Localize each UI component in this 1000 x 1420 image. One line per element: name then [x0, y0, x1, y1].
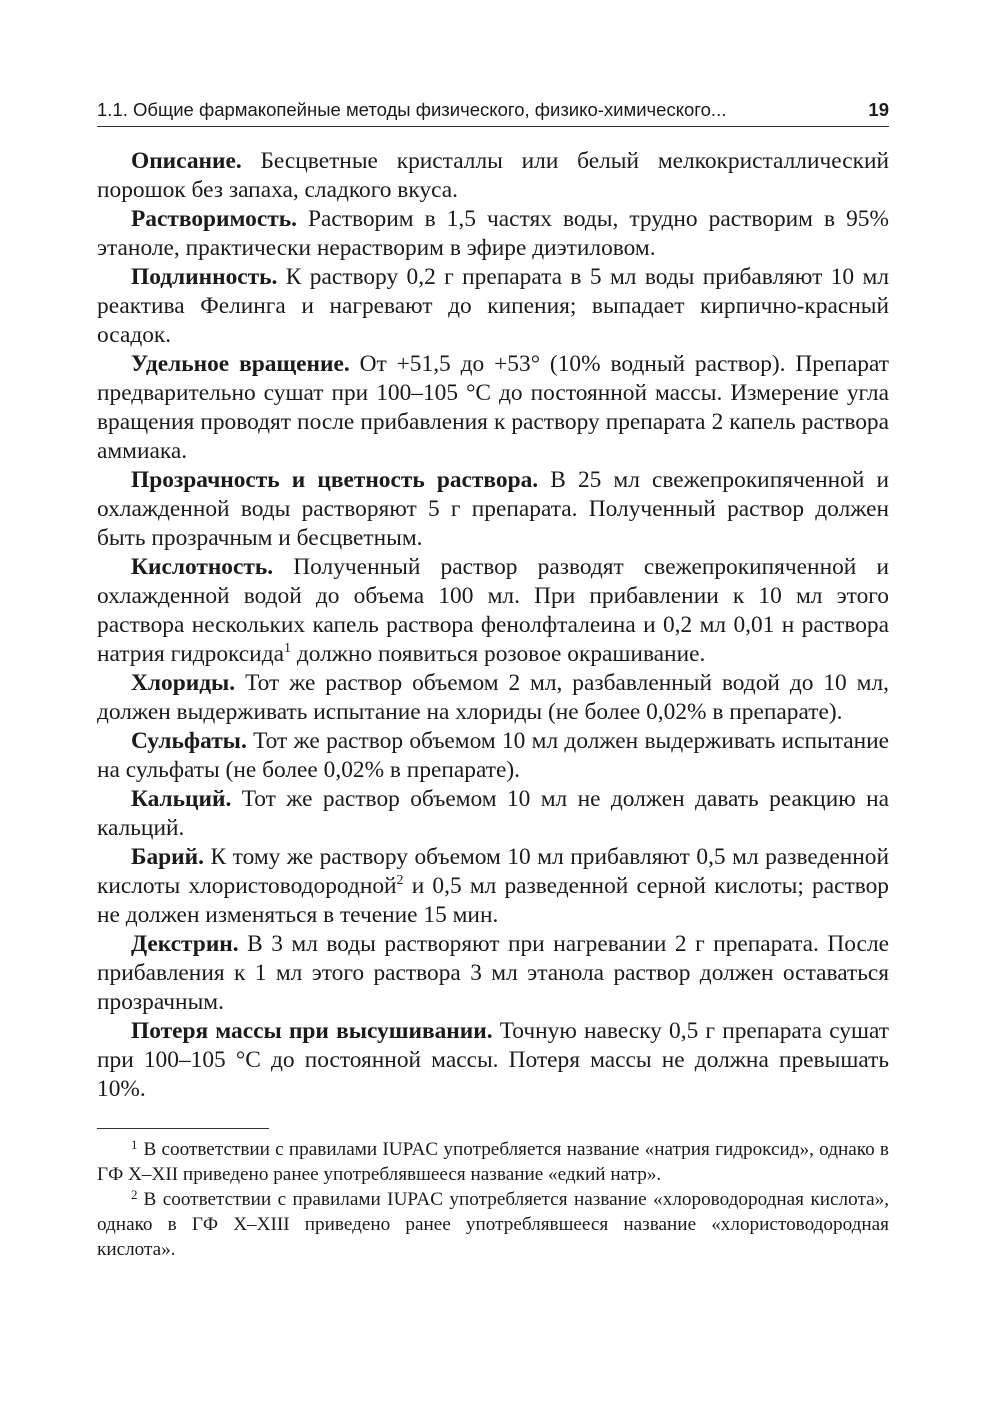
section-text: В 3 мл воды растворяют при нагревании 2 г препарата. После прибавления к 1 мл этого раствора 3 мл этанола раствор должен оставаться прозрачным.: [97, 931, 889, 1015]
section-text: В 25 мл свежепрокипяченной и охлажденной воды растворяют 5 г препарата. Полученный раствор должен быть прозрачным и бесцветным.: [97, 467, 889, 551]
footnote-text: В соответствии с правилами IUPAC употребляется название «натрия гидроксид», однако в ГФ X–XII приведено ранее употреблявшееся название «едкий натр».: [97, 1139, 889, 1185]
section-identification: [97, 263, 889, 350]
section-description: [97, 147, 889, 205]
footnote-ref-2[interactable]: 2: [396, 873, 404, 888]
footnotes: [97, 1137, 889, 1262]
section-solubility: [97, 205, 889, 263]
section-term: Хлориды.: [131, 670, 236, 696]
page-number: 19: [868, 99, 889, 120]
section-term: Растворимость.: [131, 206, 297, 232]
section-text: К тому же раствору объемом 10 мл прибавляют 0,5 мл разведенной кислоты хлористоводородной: [97, 844, 889, 899]
footnote-mark: 2: [131, 1187, 138, 1202]
footnote-ref-1[interactable]: 1: [284, 641, 291, 656]
section-barium: [97, 843, 889, 930]
running-header-title: 1.1. Общие фармакопейные методы физического, физико-химического...: [97, 99, 727, 120]
section-sulfates: [97, 727, 889, 785]
section-term: Барий.: [131, 844, 204, 870]
section-text: От +51,5 до +53° (10% водный раствор). Препарат предварительно сушат при 100–105 °С до постоянной массы. Измерение угла вращения проводят после прибавления к раствору препарата 2 капель раствора аммиака.: [97, 351, 889, 464]
section-text: К раствору 0,2 г препарата в 5 мл воды прибавляют 10 мл реактива Фелинга и нагревают до кипения; выпадает кирпично-красный осадок.: [97, 264, 889, 348]
footnote-divider: [97, 1128, 269, 1129]
section-text: Точную навеску 0,5 г препарата сушат при 100–105 °С до постоянной массы. Потеря массы не должна превышать 10%.: [97, 1018, 889, 1102]
section-text: Полученный раствор разводят свежепрокипяченной и охлажденной водой до объема 100 мл. При прибавлении к 10 мл этого раствора нескольких капель раствора фенолфталеина и 0,2 мл 0,01 н раствора натрия гидроксида: [97, 554, 889, 667]
section-chlorides: [97, 669, 889, 727]
section-loss-on-drying: [97, 1017, 889, 1104]
section-term: Кальций.: [131, 786, 232, 812]
section-text: Тот же раствор объемом 10 мл не должен давать реакцию на кальций.: [97, 786, 889, 841]
section-text-after: и 0,5 мл разведенной серной кислоты; раствор не должен изменяться в течение 15 мин.: [97, 873, 889, 928]
footnote-mark: 1: [131, 1137, 138, 1152]
footnote-2: [97, 1187, 889, 1262]
section-specific-rotation: [97, 350, 889, 466]
section-term: Подлинность.: [131, 264, 278, 290]
section-calcium: [97, 785, 889, 843]
running-header: [97, 98, 889, 127]
section-dextrin: [97, 930, 889, 1017]
section-term: Декстрин.: [131, 931, 239, 957]
section-term: Удельное вращение.: [131, 351, 350, 377]
footnote-1: [97, 1137, 889, 1187]
section-text: Бесцветные кристаллы или белый мелкокристаллический порошок без запаха, сладкого вкуса.: [97, 148, 889, 203]
body-text: [97, 147, 889, 1104]
section-term: Сульфаты.: [131, 728, 247, 754]
footnote-text: В соответствии с правилами IUPAC употребляется название «хлороводородная кислота», однако в ГФ X–XIII приведено ранее употреблявшееся название «хлористоводородная кислота».: [97, 1189, 889, 1260]
section-term: Прозрачность и цветность раствора.: [131, 467, 539, 493]
section-text: Тот же раствор объемом 10 мл должен выдерживать испытание на сульфаты (не более 0,02% в препарате).: [97, 728, 889, 783]
section-term: Кислотность.: [131, 554, 274, 580]
section-text: Растворим в 1,5 частях воды, трудно растворим в 95% этаноле, практически нерастворим в эфире диэтиловом.: [97, 206, 889, 261]
section-text-after: должно появиться розовое окрашивание.: [291, 641, 706, 667]
section-text: Тот же раствор объемом 2 мл, разбавленный водой до 10 мл, должен выдерживать испытание на хлориды (не более 0,02% в препарате).: [97, 670, 889, 725]
section-acidity: [97, 553, 889, 669]
section-term: Потеря массы при высушивании.: [131, 1018, 493, 1044]
document-page: [97, 98, 889, 1262]
section-term: Описание.: [131, 148, 242, 174]
section-clarity-color: [97, 466, 889, 553]
